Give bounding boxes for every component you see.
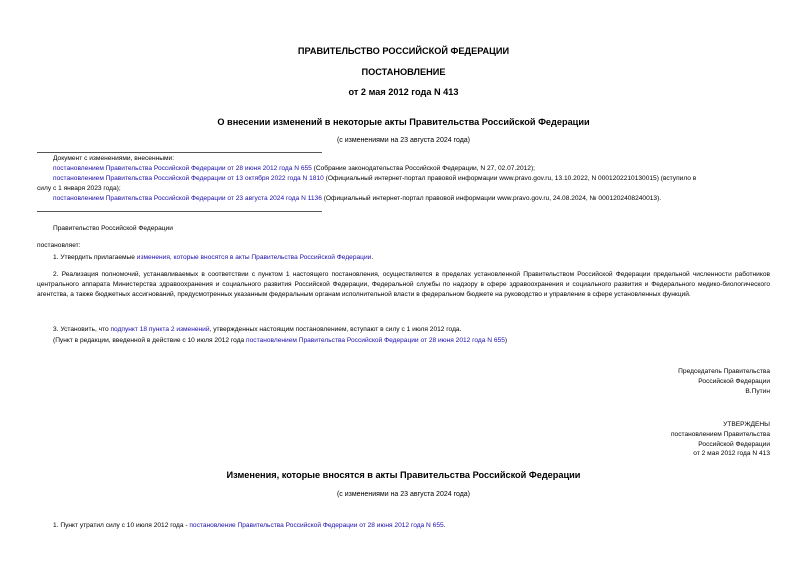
change-link[interactable]: постановлением Правительства Российской Федерации от 13 октября 2022 года N 1810 [53,175,324,182]
change-details: (Собрание законодательства Российской Федерации, N 27, 02.07.2012); [311,165,535,172]
change-item [53,174,696,184]
changes-link[interactable]: изменения, которые вносятся в акты Правительства Российской Федерации [136,254,372,261]
approval-heading: УТВЕРЖДЕНЫ [723,421,770,428]
changes-intro: Документ с изменениями, внесенными: [53,155,175,162]
change-details: (Официальный интернет-портал правовой информации www.pravo.gov.ru, 24.08.2024, № 0001202408240013). [321,195,662,202]
annex-item-1 [53,521,446,531]
change-link[interactable]: постановлением Правительства Российской Федерации от 28 июня 2012 года N 655 [53,165,312,172]
paragraph-3 [53,325,461,335]
signature-position: Председатель Правительства [678,368,770,375]
changes-box-bottom-rule [37,211,322,212]
amended-note: (с изменениями на 23 августа 2024 года) [336,137,471,144]
annex-title: Изменения, которые вносятся в акты Правительства Российской Федерации [226,470,581,480]
decrees-line: постановляет: [37,242,81,249]
approval-block [671,420,770,459]
government-heading: ПРАВИТЕЛЬСТВО РОССИЙСКОЙ ФЕДЕРАЦИИ [297,46,510,56]
approval-date: от 2 мая 2012 года N 413 [693,450,770,458]
note-end: ) [504,337,508,344]
document-title: О внесении изменений в некоторые акты Правительства Российской Федерации [217,117,590,127]
annex-item-1-text: 1. Пункт утратил силу с 10 июля 2012 года - [53,522,190,529]
paragraph-1-text: 1. Утвердить прилагаемые [53,254,137,261]
subitem-link[interactable]: подпункт 18 пункта 2 изменений [110,326,210,333]
paragraph-1-end: . [371,254,374,261]
paragraph-3-end: , утвержденных настоящим постановлением, вступают в силу с 1 июля 2012 года. [209,326,462,333]
annex-item-1-link[interactable]: постановление Правительства Российской Федерации от 28 июня 2012 года N 655 [189,522,444,529]
change-item [53,194,661,204]
signature-org: Российской Федерации [698,377,770,385]
note-text: (Пункт в редакции, введенной в действие с 10 июля 2012 года [53,337,247,344]
approval-by: постановлением Правительства [670,430,770,438]
doc-type-heading: ПОСТАНОВЛЕНИЕ [361,67,446,77]
changes-box-top-rule [37,152,322,153]
annex-item-1-end: . [443,522,446,529]
date-number-heading: от 2 мая 2012 года N 413 [348,87,459,97]
approval-org: Российской Федерации [698,440,770,448]
change-item-continuation: силу с 1 января 2023 года); [37,185,121,192]
annex-amended-note: (с изменениями на 23 августа 2024 года) [336,491,471,498]
signature-name: В.Путин [745,387,770,395]
paragraph-3-text: 3. Установить, что [53,326,111,333]
paragraph-3-note [53,336,507,346]
signature-block [678,367,770,396]
note-link[interactable]: постановлением Правительства Российской Федерации от 28 июня 2012 года N 655 [246,337,505,344]
paragraph-1 [53,253,373,263]
paragraph-2: 2. Реализация полномочий, устанавливаемых в соответствии с пунктом 1 настоящего постановления, осуществляется в пределах установленной Правительством Российской Федерации предельной численности работников центрального аппарата Министерства здравоохранения и социального развития Российской Федерации, Федеральной службы по надзору в сфере здравоохранения и социального развития и Федерального медико-биологического агентства, а также бюджетных ассигнований, предусмотренных указанным федеральным органам исполнительной власти в федеральном бюджете на руководство и управление в сфере установленных функций. [37,271,770,298]
change-link[interactable]: постановлением Правительства Российской Федерации от 23 августа 2024 года N 1136 [53,195,322,202]
change-item [53,164,535,174]
government-line: Правительство Российской Федерации [53,225,173,232]
change-details: (Официальный интернет-портал правовой информации www.pravo.gov.ru, 13.10.2022, N 0001202210130015) (вступило в [323,175,697,182]
